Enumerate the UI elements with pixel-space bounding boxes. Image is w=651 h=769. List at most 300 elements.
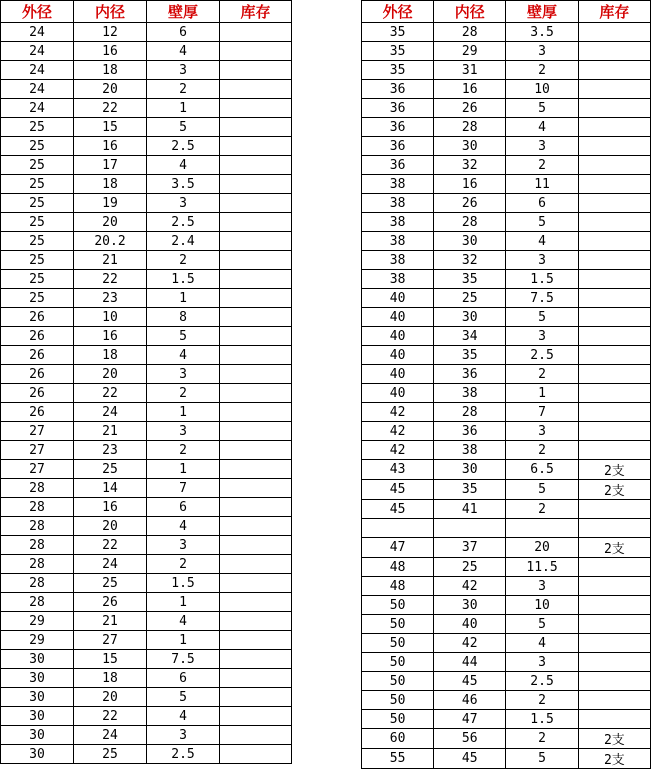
- wall-thickness-cell: 2: [506, 500, 578, 519]
- wall-thickness-cell: 1: [147, 460, 220, 479]
- outer-diameter-cell: 42: [362, 403, 434, 422]
- outer-diameter-cell: 26: [1, 384, 74, 403]
- table-row: [1, 42, 292, 61]
- inner-diameter-cell: 25: [74, 745, 147, 764]
- stock-cell: [220, 726, 292, 745]
- stock-cell: [220, 175, 292, 194]
- wall-thickness-cell: 10: [506, 596, 578, 615]
- table-row: [1, 346, 292, 365]
- stock-cell: [220, 574, 292, 593]
- wall-thickness-cell: 2: [147, 441, 220, 460]
- wall-thickness-cell: 1: [147, 99, 220, 118]
- inner-diameter-cell: 28: [434, 213, 506, 232]
- outer-diameter-cell: 35: [362, 23, 434, 42]
- wall-thickness-cell: 2.5: [506, 672, 578, 691]
- table-row: [362, 596, 651, 615]
- wall-thickness-cell: 1: [147, 289, 220, 308]
- wall-thickness-cell: 3: [506, 653, 578, 672]
- stock-cell: 2支: [578, 538, 650, 558]
- outer-diameter-cell: 42: [362, 422, 434, 441]
- table-row: [362, 422, 651, 441]
- stock-cell: [578, 327, 650, 346]
- stock-cell: [578, 634, 650, 653]
- inner-diameter-cell: 30: [434, 308, 506, 327]
- table-row: [362, 99, 651, 118]
- table-row: [362, 538, 651, 558]
- outer-diameter-cell: 43: [362, 460, 434, 480]
- stock-cell: [220, 479, 292, 498]
- stock-cell: [220, 631, 292, 650]
- table-row: [1, 80, 292, 99]
- outer-diameter-cell: 29: [1, 612, 74, 631]
- inner-diameter-cell: 20: [74, 688, 147, 707]
- inner-diameter-cell: 22: [74, 270, 147, 289]
- table-row: [362, 384, 651, 403]
- stock-cell: [220, 555, 292, 574]
- stock-cell: [578, 137, 650, 156]
- outer-diameter-cell: 25: [1, 156, 74, 175]
- inner-diameter-cell: 20.2: [74, 232, 147, 251]
- wall-thickness-cell: 2: [506, 365, 578, 384]
- table-row: [1, 726, 292, 745]
- header-outer-diameter: 外径: [1, 1, 74, 23]
- stock-cell: [578, 99, 650, 118]
- outer-diameter-cell: 38: [362, 251, 434, 270]
- inner-diameter-cell: 28: [434, 23, 506, 42]
- wall-thickness-cell: 2.4: [147, 232, 220, 251]
- wall-thickness-cell: 11.5: [506, 558, 578, 577]
- table-row: [1, 251, 292, 270]
- table-row: [1, 384, 292, 403]
- table-row: [362, 118, 651, 137]
- table-row: [1, 422, 292, 441]
- stock-cell: [220, 441, 292, 460]
- table-row: [362, 653, 651, 672]
- outer-diameter-cell: 29: [1, 631, 74, 650]
- wall-thickness-cell: 3: [506, 137, 578, 156]
- stock-cell: [220, 536, 292, 555]
- outer-diameter-cell: 27: [1, 460, 74, 479]
- inner-diameter-cell: 25: [74, 460, 147, 479]
- wall-thickness-cell: 4: [506, 118, 578, 137]
- table-row: [1, 441, 292, 460]
- wall-thickness-cell: 2: [506, 441, 578, 460]
- wall-thickness-cell: 3: [506, 42, 578, 61]
- table-row: [1, 175, 292, 194]
- outer-diameter-cell: 36: [362, 156, 434, 175]
- outer-diameter-cell: 25: [1, 232, 74, 251]
- wall-thickness-cell: 1: [147, 631, 220, 650]
- inner-diameter-cell: 27: [74, 631, 147, 650]
- inner-diameter-cell: 32: [434, 156, 506, 175]
- stock-cell: [220, 42, 292, 61]
- wall-thickness-cell: 5: [506, 615, 578, 634]
- outer-diameter-cell: 36: [362, 80, 434, 99]
- table-row: [362, 365, 651, 384]
- outer-diameter-cell: 40: [362, 308, 434, 327]
- inner-diameter-cell: 30: [434, 596, 506, 615]
- stock-cell: [578, 500, 650, 519]
- header-inner-diameter: 内径: [74, 1, 147, 23]
- stock-cell: [578, 596, 650, 615]
- outer-diameter-cell: 38: [362, 175, 434, 194]
- inner-diameter-cell: 36: [434, 422, 506, 441]
- outer-diameter-cell: 24: [1, 61, 74, 80]
- table-row: [362, 270, 651, 289]
- table-row: [362, 289, 651, 308]
- inner-diameter-cell: 15: [74, 118, 147, 137]
- table-row: [362, 500, 651, 519]
- inner-diameter-cell: 32: [434, 251, 506, 270]
- wall-thickness-cell: 1.5: [147, 574, 220, 593]
- wall-thickness-cell: 6: [147, 23, 220, 42]
- wall-thickness-cell: 2: [506, 691, 578, 710]
- wall-thickness-cell: 7.5: [506, 289, 578, 308]
- wall-thickness-cell: 5: [147, 327, 220, 346]
- table-row: [1, 327, 292, 346]
- header-row: [362, 1, 651, 23]
- stock-cell: [220, 61, 292, 80]
- stock-cell: [220, 517, 292, 536]
- wall-thickness-cell: 4: [147, 517, 220, 536]
- table-row: [1, 232, 292, 251]
- table-row: [1, 460, 292, 479]
- stock-cell: [578, 251, 650, 270]
- stock-cell: [578, 118, 650, 137]
- outer-diameter-cell: 24: [1, 42, 74, 61]
- inner-diameter-cell: 18: [74, 346, 147, 365]
- stock-cell: [578, 213, 650, 232]
- inner-diameter-cell: 16: [74, 327, 147, 346]
- outer-diameter-cell: 42: [362, 441, 434, 460]
- wall-thickness-cell: 3: [147, 194, 220, 213]
- table-row: [362, 137, 651, 156]
- table-row: [1, 593, 292, 612]
- wall-thickness-cell: 4: [147, 42, 220, 61]
- inner-diameter-cell: 45: [434, 672, 506, 691]
- table-row: [1, 517, 292, 536]
- stock-cell: [220, 669, 292, 688]
- wall-thickness-cell: 2: [147, 80, 220, 99]
- header-wall-thickness: 壁厚: [506, 1, 578, 23]
- table-row: [362, 710, 651, 729]
- table-row: [362, 23, 651, 42]
- header-outer-diameter: 外径: [362, 1, 434, 23]
- outer-diameter-cell: 25: [1, 213, 74, 232]
- wall-thickness-cell: 3: [506, 577, 578, 596]
- wall-thickness-cell: 1.5: [506, 710, 578, 729]
- outer-diameter-cell: 27: [1, 441, 74, 460]
- wall-thickness-cell: 8: [147, 308, 220, 327]
- inner-diameter-cell: 24: [74, 555, 147, 574]
- inner-diameter-cell: 28: [434, 118, 506, 137]
- inner-diameter-cell: 10: [74, 308, 147, 327]
- table-row: [1, 688, 292, 707]
- header-stock: 库存: [578, 1, 650, 23]
- wall-thickness-cell: 3: [147, 422, 220, 441]
- stock-cell: [578, 42, 650, 61]
- wall-thickness-cell: 2.5: [147, 745, 220, 764]
- stock-cell: [220, 289, 292, 308]
- inner-diameter-cell: 24: [74, 726, 147, 745]
- inner-diameter-cell: 29: [434, 42, 506, 61]
- table-row: [1, 23, 292, 42]
- inner-diameter-cell: 16: [74, 137, 147, 156]
- outer-diameter-cell: 60: [362, 729, 434, 749]
- stock-cell: [578, 384, 650, 403]
- table-row: [362, 749, 651, 769]
- outer-diameter-cell: 25: [1, 175, 74, 194]
- table-row: [1, 194, 292, 213]
- table-row: [362, 232, 651, 251]
- inner-diameter-cell: 20: [74, 213, 147, 232]
- stock-cell: [578, 156, 650, 175]
- outer-diameter-cell: 28: [1, 517, 74, 536]
- stock-cell: [578, 519, 650, 538]
- stock-cell: [578, 175, 650, 194]
- inner-diameter-cell: 22: [74, 384, 147, 403]
- table-row: [1, 118, 292, 137]
- outer-diameter-cell: 50: [362, 653, 434, 672]
- table-row: [362, 577, 651, 596]
- table-row: [1, 213, 292, 232]
- outer-diameter-cell: 28: [1, 574, 74, 593]
- stock-cell: 2支: [578, 460, 650, 480]
- inner-diameter-cell: 28: [434, 403, 506, 422]
- table-row: [362, 308, 651, 327]
- stock-cell: [220, 99, 292, 118]
- table-row: [362, 213, 651, 232]
- stock-cell: [220, 612, 292, 631]
- outer-diameter-cell: 38: [362, 232, 434, 251]
- inner-diameter-cell: 56: [434, 729, 506, 749]
- wall-thickness-cell: 10: [506, 80, 578, 99]
- stock-cell: [578, 653, 650, 672]
- wall-thickness-cell: 3: [506, 327, 578, 346]
- wall-thickness-cell: 5: [506, 308, 578, 327]
- wall-thickness-cell: 1.5: [506, 270, 578, 289]
- table-row: [1, 308, 292, 327]
- outer-diameter-cell: 30: [1, 669, 74, 688]
- outer-diameter-cell: 38: [362, 213, 434, 232]
- outer-diameter-cell: 38: [362, 270, 434, 289]
- outer-diameter-cell: 36: [362, 99, 434, 118]
- wall-thickness-cell: 2: [147, 555, 220, 574]
- outer-diameter-cell: 36: [362, 118, 434, 137]
- table-row: [1, 574, 292, 593]
- inner-diameter-cell: 37: [434, 538, 506, 558]
- inner-diameter-cell: 16: [74, 498, 147, 517]
- outer-diameter-cell: 24: [1, 23, 74, 42]
- table-row: [1, 745, 292, 764]
- wall-thickness-cell: 3: [147, 365, 220, 384]
- table-row: [1, 612, 292, 631]
- table-row: [1, 270, 292, 289]
- outer-diameter-cell: 26: [1, 403, 74, 422]
- wall-thickness-cell: 4: [147, 612, 220, 631]
- outer-diameter-cell: 26: [1, 365, 74, 384]
- wall-thickness-cell: 7: [506, 403, 578, 422]
- stock-cell: [220, 688, 292, 707]
- stock-cell: [578, 61, 650, 80]
- table-row: [362, 729, 651, 749]
- inner-diameter-cell: 21: [74, 251, 147, 270]
- table-row: [362, 175, 651, 194]
- stock-cell: [578, 691, 650, 710]
- stock-cell: [578, 615, 650, 634]
- table-row: [362, 441, 651, 460]
- outer-diameter-cell: 55: [362, 749, 434, 769]
- inner-diameter-cell: 42: [434, 577, 506, 596]
- table-row: [1, 99, 292, 118]
- stock-cell: [220, 194, 292, 213]
- stock-cell: [220, 156, 292, 175]
- outer-diameter-cell: 40: [362, 327, 434, 346]
- stock-cell: [220, 422, 292, 441]
- wall-thickness-cell: 1: [506, 384, 578, 403]
- table-row: [1, 289, 292, 308]
- header-row: [1, 1, 292, 23]
- wall-thickness-cell: 2.5: [147, 213, 220, 232]
- outer-diameter-cell: 25: [1, 289, 74, 308]
- wall-thickness-cell: 5: [147, 118, 220, 137]
- inner-diameter-cell: 30: [434, 137, 506, 156]
- outer-diameter-cell: 28: [1, 536, 74, 555]
- inner-diameter-cell: 16: [434, 80, 506, 99]
- stock-cell: [578, 441, 650, 460]
- wall-thickness-cell: 3.5: [506, 23, 578, 42]
- wall-thickness-cell: 3: [147, 536, 220, 555]
- outer-diameter-cell: 30: [1, 707, 74, 726]
- wall-thickness-cell: [506, 519, 578, 538]
- wall-thickness-cell: 5: [506, 749, 578, 769]
- wall-thickness-cell: 6: [147, 498, 220, 517]
- inner-diameter-cell: 36: [434, 365, 506, 384]
- inner-diameter-cell: 34: [434, 327, 506, 346]
- inner-diameter-cell: 20: [74, 365, 147, 384]
- table-row: [362, 691, 651, 710]
- table-row: [362, 80, 651, 99]
- stock-cell: [220, 118, 292, 137]
- stock-cell: [220, 346, 292, 365]
- inner-diameter-cell: 30: [434, 232, 506, 251]
- inner-diameter-cell: [434, 519, 506, 538]
- wall-thickness-cell: 3: [506, 422, 578, 441]
- table-row: [1, 479, 292, 498]
- outer-diameter-cell: 50: [362, 691, 434, 710]
- wall-thickness-cell: 4: [147, 156, 220, 175]
- table-row: [362, 558, 651, 577]
- table-row: [1, 137, 292, 156]
- outer-diameter-cell: 26: [1, 327, 74, 346]
- table-row: [362, 327, 651, 346]
- stock-cell: [220, 232, 292, 251]
- table-row: [1, 498, 292, 517]
- wall-thickness-cell: 6: [147, 669, 220, 688]
- left-table: [0, 0, 292, 764]
- inner-diameter-cell: 45: [434, 749, 506, 769]
- table-row: [1, 365, 292, 384]
- stock-cell: [578, 403, 650, 422]
- stock-cell: [578, 270, 650, 289]
- inner-diameter-cell: 30: [434, 460, 506, 480]
- inner-diameter-cell: 35: [434, 346, 506, 365]
- inner-diameter-cell: 26: [74, 593, 147, 612]
- outer-diameter-cell: 27: [1, 422, 74, 441]
- inner-diameter-cell: 26: [434, 99, 506, 118]
- wall-thickness-cell: 11: [506, 175, 578, 194]
- wall-thickness-cell: 3.5: [147, 175, 220, 194]
- inner-diameter-cell: 22: [74, 707, 147, 726]
- right-table: [361, 0, 651, 769]
- table-row: [362, 156, 651, 175]
- inner-diameter-cell: 17: [74, 156, 147, 175]
- stock-cell: [578, 365, 650, 384]
- table-row: [362, 615, 651, 634]
- stock-cell: [220, 251, 292, 270]
- wall-thickness-cell: 20: [506, 538, 578, 558]
- right-spec-table: [361, 0, 651, 769]
- table-row: [1, 631, 292, 650]
- table-row: [362, 460, 651, 480]
- inner-diameter-cell: 19: [74, 194, 147, 213]
- outer-diameter-cell: 50: [362, 710, 434, 729]
- outer-diameter-cell: [362, 519, 434, 538]
- wall-thickness-cell: 4: [147, 707, 220, 726]
- wall-thickness-cell: 4: [506, 232, 578, 251]
- outer-diameter-cell: 45: [362, 500, 434, 519]
- outer-diameter-cell: 30: [1, 745, 74, 764]
- wall-thickness-cell: 5: [506, 99, 578, 118]
- inner-diameter-cell: 31: [434, 61, 506, 80]
- outer-diameter-cell: 25: [1, 270, 74, 289]
- wall-thickness-cell: 6.5: [506, 460, 578, 480]
- outer-diameter-cell: 30: [1, 726, 74, 745]
- table-row: [362, 519, 651, 538]
- inner-diameter-cell: 20: [74, 517, 147, 536]
- stock-cell: [220, 80, 292, 99]
- table-row: [1, 555, 292, 574]
- outer-diameter-cell: 28: [1, 555, 74, 574]
- table-row: [362, 672, 651, 691]
- stock-cell: [220, 23, 292, 42]
- stock-cell: [578, 558, 650, 577]
- stock-cell: [578, 672, 650, 691]
- wall-thickness-cell: 3: [147, 726, 220, 745]
- outer-diameter-cell: 30: [1, 688, 74, 707]
- inner-diameter-cell: 25: [434, 289, 506, 308]
- inner-diameter-cell: 24: [74, 403, 147, 422]
- outer-diameter-cell: 45: [362, 480, 434, 500]
- header-stock: 库存: [220, 1, 292, 23]
- inner-diameter-cell: 12: [74, 23, 147, 42]
- outer-diameter-cell: 28: [1, 498, 74, 517]
- inner-diameter-cell: 22: [74, 99, 147, 118]
- outer-diameter-cell: 30: [1, 650, 74, 669]
- inner-diameter-cell: 16: [74, 42, 147, 61]
- wall-thickness-cell: 7: [147, 479, 220, 498]
- inner-diameter-cell: 20: [74, 80, 147, 99]
- outer-diameter-cell: 26: [1, 346, 74, 365]
- outer-diameter-cell: 35: [362, 61, 434, 80]
- wall-thickness-cell: 5: [506, 480, 578, 500]
- outer-diameter-cell: 25: [1, 118, 74, 137]
- stock-cell: [220, 460, 292, 479]
- outer-diameter-cell: 28: [1, 593, 74, 612]
- outer-diameter-cell: 36: [362, 137, 434, 156]
- stock-cell: [220, 213, 292, 232]
- wall-thickness-cell: 2: [506, 156, 578, 175]
